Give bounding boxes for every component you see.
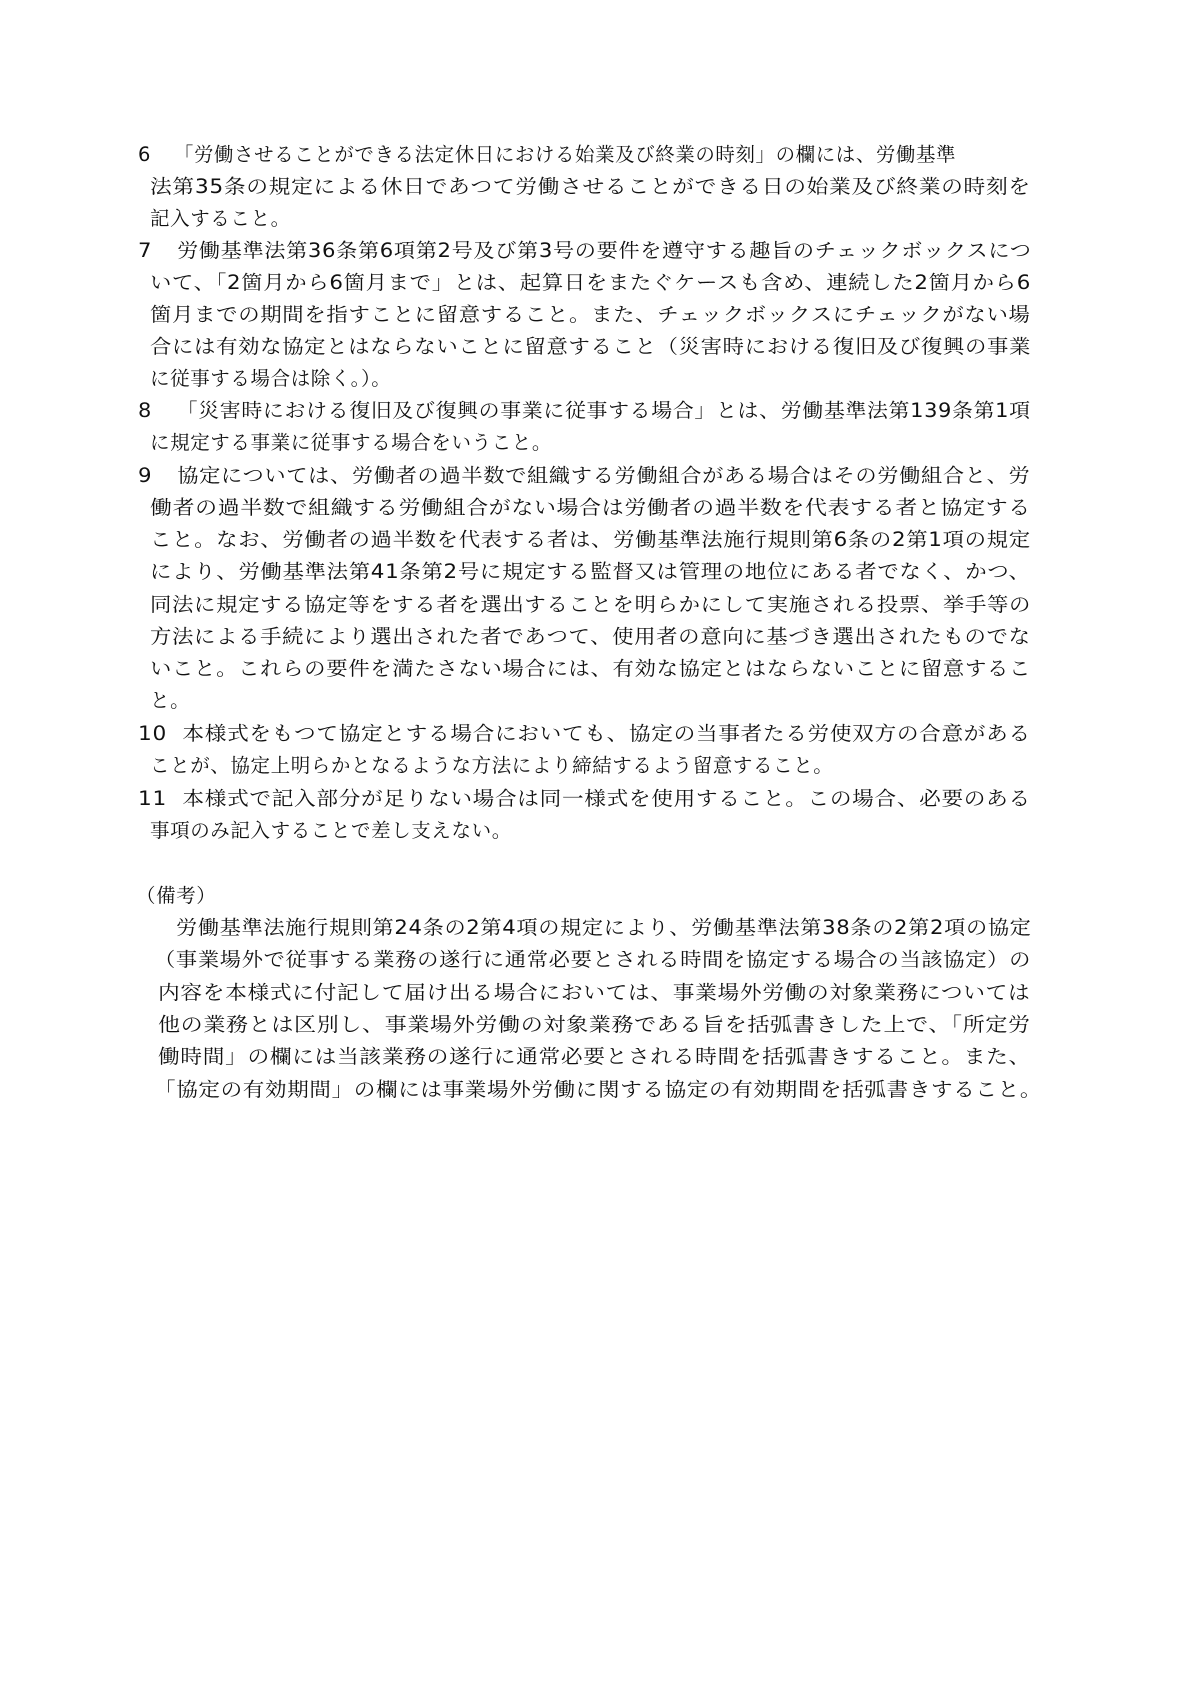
remarks-text: 内容を本様式に付記して届け出る場合においては、事業場外労働の対象業務については	[158, 981, 1031, 1004]
item-text: 働者の過半数で組織する労働組合がない場合は労働者の過半数を代表する者と協定する	[150, 496, 1031, 519]
item-text: ことが、協定上明らかとなるような方法により締結するよう留意すること。	[150, 754, 834, 777]
item-7-line-2	[150, 271, 1031, 295]
item-text: 合には有効な協定とはならないことに留意すること（災害時における復旧及び復興の事業	[150, 335, 1032, 358]
remarks-text: 働時間」の欄には当該業務の遂行に通常必要とされる時間を括弧書きすること。また、	[158, 1045, 1031, 1068]
item-6-line-3	[150, 207, 291, 231]
item-text: に規定する事業に従事する場合をいうこと。	[150, 431, 553, 454]
item-text: 同法に規定する協定等をする者を選出することを明らかにして実施される投票、挙手等の	[150, 593, 1032, 616]
item-7-line-3	[150, 303, 1031, 327]
item-number: 6	[138, 143, 151, 166]
item-text: 本様式をもつて協定とする場合においても、協定の当事者たる労使双方の合意がある	[182, 722, 1031, 745]
item-text: により、労働基準法第41条第2号に規定する監督又は管理の地位にある者でなく、かつ、	[150, 560, 1031, 583]
remarks-text: 「協定の有効期間」の欄には事業場外労働に関する協定の有効期間を括弧書きすること。	[154, 1078, 1043, 1101]
item-9-line-2	[150, 496, 1031, 520]
item-9-line-1	[138, 464, 1030, 488]
item-11-line-1	[138, 787, 1031, 811]
item-9-line-3	[150, 528, 1031, 552]
item-text: 「災害時における復旧及び復興の事業に従事する場合」とは、労働基準法第139条第1項	[176, 399, 1031, 422]
item-9-line-5	[150, 593, 1031, 617]
item-text: 事項のみ記入することで差し支えない。	[150, 819, 512, 842]
remarks-text: （事業場外で従事する業務の遂行に通常必要とされる時間を協定する場合の当該協定）の	[154, 948, 1032, 971]
item-7-line-4	[150, 335, 1031, 359]
remarks-line-3	[158, 981, 1030, 1005]
item-text: に従事する場合は除く。）。	[150, 367, 392, 390]
item-8-line-2	[150, 431, 552, 455]
item-text: 労働基準法第36条第6項第2号及び第3号の要件を遵守する趣旨のチェックボックスにつ	[177, 239, 1032, 262]
item-number: 7	[138, 239, 153, 262]
item-9-line-8	[150, 689, 190, 713]
item-text: 「労働させることができる法定休日における始業及び終業の時刻」の欄には、労働基準	[173, 143, 957, 166]
item-text: 方法による手続により選出された者であつて、使用者の意向に基づき選出されたものでな	[150, 625, 1031, 648]
item-7-line-1	[138, 239, 1032, 263]
remarks-line-6	[154, 1078, 1042, 1102]
item-11-line-2	[150, 819, 512, 843]
item-text: 協定については、労働者の過半数で組織する労働組合がある場合はその労働組合と、労	[177, 464, 1031, 487]
remarks-line-5	[158, 1045, 1031, 1069]
item-6-line-1	[138, 143, 1031, 167]
item-text: 箇月までの期間を指すことに留意すること。また、チェックボックスにチェックがない場	[150, 303, 1031, 326]
remarks-text: 他の業務とは区別し、事業場外労働の対象業務である旨を括弧書きした上で、「所定労	[158, 1013, 1031, 1036]
item-9-line-4	[150, 560, 1031, 584]
remarks-line-2	[154, 948, 1031, 972]
item-text: いて、「2箇月から6箇月まで」とは、起算日をまたぐケースも含め、連続した2箇月から6	[150, 271, 1031, 294]
item-number: 8	[138, 399, 152, 422]
item-text: こと。なお、労働者の過半数を代表する者は、労働基準法施行規則第6条の2第1項の規定	[150, 528, 1031, 551]
item-10-line-2	[150, 754, 833, 778]
item-number: 10	[138, 722, 167, 745]
item-text: 記入すること。	[150, 207, 291, 230]
item-6-line-2	[150, 175, 1031, 199]
item-number: 9	[138, 464, 153, 487]
item-text: いこと。これらの要件を満たさない場合には、有効な協定とはならないことに留意するこ	[150, 657, 1032, 680]
item-10-line-1	[138, 722, 1031, 746]
remarks-line-1	[176, 916, 1031, 940]
remarks-text: 労働基準法施行規則第24条の2第4項の規定により、労働基準法第38条の2第2項の協定	[176, 916, 1032, 939]
item-9-line-6	[150, 625, 1031, 649]
item-text: 法第35条の規定による休日であつて労働させることができる日の始業及び終業の時刻を	[150, 175, 1031, 198]
item-7-line-5	[150, 367, 391, 391]
item-8-line-1	[138, 399, 1031, 423]
remarks-heading	[136, 884, 216, 908]
item-text: と。	[150, 689, 191, 712]
item-text: 本様式で記入部分が足りない場合は同一様式を使用すること。この場合、必要のある	[182, 787, 1031, 810]
remarks-heading-text: （備考）	[136, 884, 217, 907]
item-number: 11	[138, 787, 167, 810]
item-9-line-7	[150, 657, 1031, 681]
remarks-line-4	[158, 1013, 1031, 1037]
